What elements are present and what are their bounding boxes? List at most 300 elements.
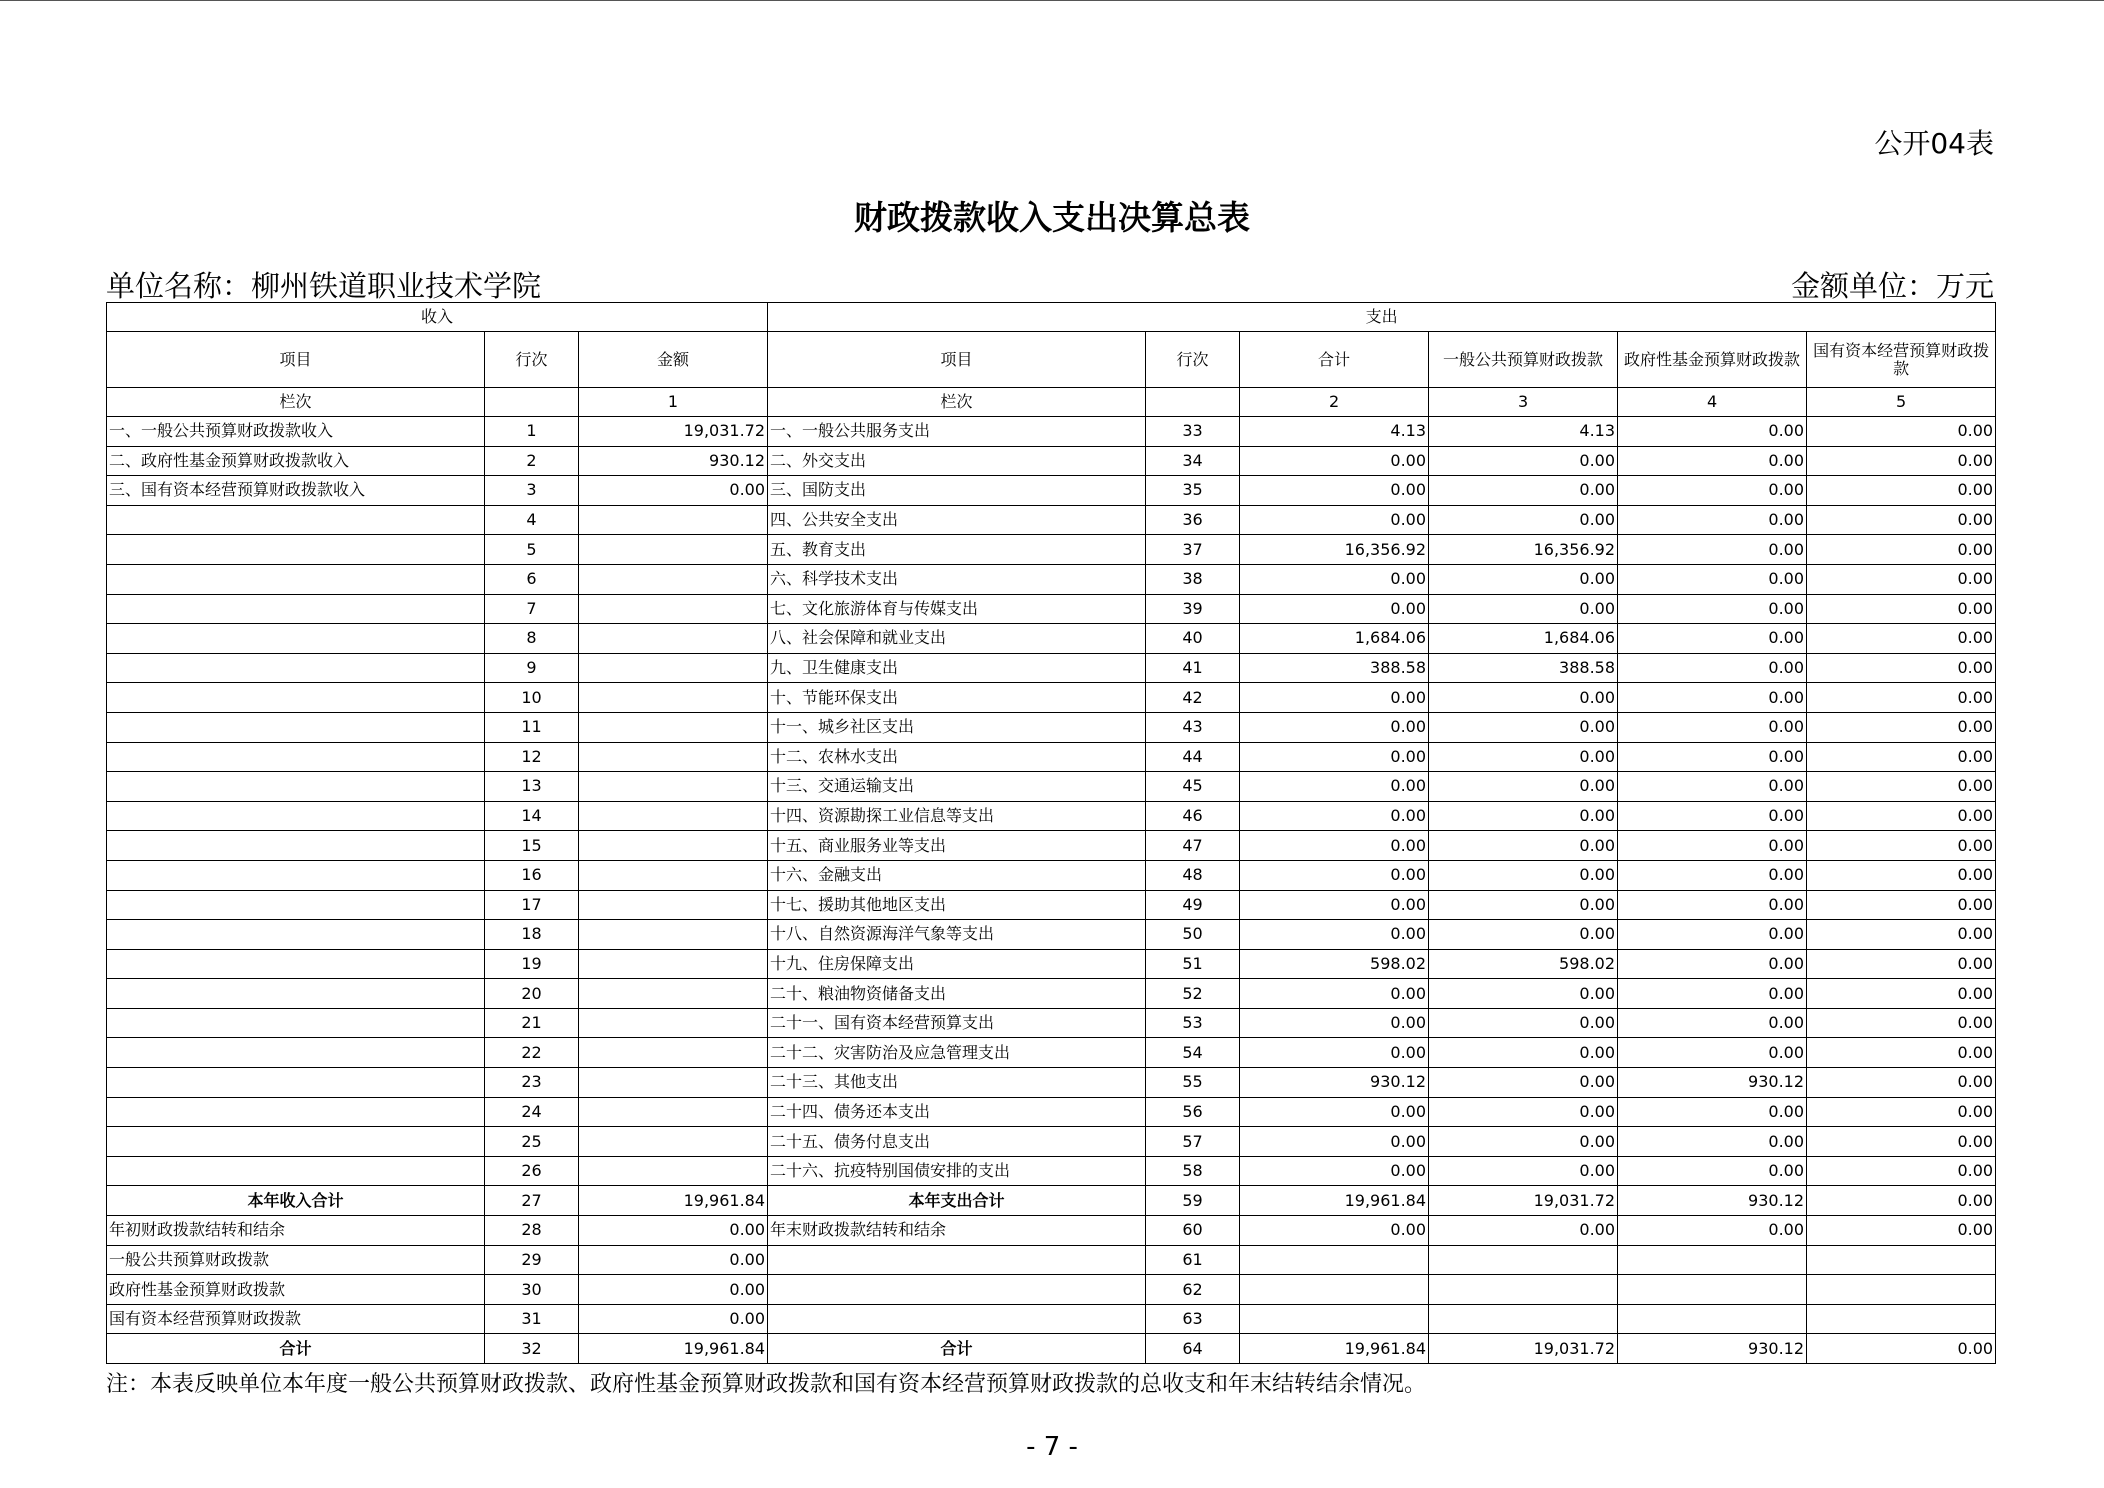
expense-row-no-cell: 62 [1146, 1275, 1240, 1305]
total-cell: 0.00 [1240, 476, 1429, 506]
state-capital-cell: 0.00 [1807, 624, 1996, 654]
income-amount-cell [579, 979, 768, 1009]
income-row-no-cell: 1 [485, 417, 579, 447]
total-cell: 16,356.92 [1240, 535, 1429, 565]
table-row [107, 594, 1996, 624]
general-budget-cell: 0.00 [1429, 505, 1618, 535]
col-header-income-item: 项目 [107, 332, 485, 388]
expense-item-cell: 十八、自然资源海洋气象等支出 [768, 920, 1146, 950]
total-cell: 0.00 [1240, 742, 1429, 772]
table-row [107, 920, 1996, 950]
expense-item-cell: 十二、农林水支出 [768, 742, 1146, 772]
state-capital-cell [1807, 1304, 1996, 1334]
general-budget-cell [1429, 1275, 1618, 1305]
expense-item-cell [768, 1245, 1146, 1275]
table-row [107, 476, 1996, 506]
table-row [107, 1038, 1996, 1068]
income-amount-cell: 19,961.84 [579, 1334, 768, 1364]
gov-fund-cell [1618, 1245, 1807, 1275]
column-header-row [107, 332, 1996, 388]
income-amount-cell: 0.00 [579, 1275, 768, 1305]
expense-row-no-cell: 52 [1146, 979, 1240, 1009]
income-item-cell [107, 1127, 485, 1157]
expense-row-no-cell: 59 [1146, 1186, 1240, 1216]
expense-row-no-cell: 39 [1146, 594, 1240, 624]
total-cell: 0.00 [1240, 564, 1429, 594]
report-body [107, 417, 1996, 1364]
total-cell: 0.00 [1240, 594, 1429, 624]
table-row [107, 564, 1996, 594]
state-capital-cell: 0.00 [1807, 535, 1996, 565]
general-budget-cell: 1,684.06 [1429, 624, 1618, 654]
expense-item-cell: 十、节能环保支出 [768, 683, 1146, 713]
general-budget-cell: 0.00 [1429, 476, 1618, 506]
footnote: 注：本表反映单位本年度一般公共预算财政拨款、政府性基金预算财政拨款和国有资本经营预算财政拨款的总收支和年末结转结余情况。 [106, 1372, 1427, 1397]
income-row-no-cell: 9 [485, 653, 579, 683]
expense-item-cell: 十一、城乡社区支出 [768, 712, 1146, 742]
income-row-no-cell: 19 [485, 949, 579, 979]
income-amount-cell [579, 505, 768, 535]
expense-row-no-cell: 48 [1146, 860, 1240, 890]
income-row-no-cell: 11 [485, 712, 579, 742]
income-item-cell [107, 535, 485, 565]
state-capital-cell: 0.00 [1807, 801, 1996, 831]
expense-row-no-cell: 53 [1146, 1008, 1240, 1038]
income-item-cell [107, 653, 485, 683]
income-row-no-cell: 2 [485, 446, 579, 476]
expense-row-no-cell: 42 [1146, 683, 1240, 713]
page-title: 财政拨款收入支出决算总表 [854, 198, 1250, 237]
general-budget-cell: 0.00 [1429, 742, 1618, 772]
general-budget-cell: 4.13 [1429, 417, 1618, 447]
total-cell: 0.00 [1240, 1008, 1429, 1038]
expense-row-no-cell: 51 [1146, 949, 1240, 979]
expense-item-cell: 二十四、债务还本支出 [768, 1097, 1146, 1127]
expense-item-cell: 二十二、灾害防治及应急管理支出 [768, 1038, 1146, 1068]
table-row [107, 683, 1996, 713]
state-capital-cell: 0.00 [1807, 1008, 1996, 1038]
income-amount-cell: 0.00 [579, 1304, 768, 1334]
expense-item-cell: 七、文化旅游体育与传媒支出 [768, 594, 1146, 624]
income-amount-cell [579, 742, 768, 772]
income-amount-cell [579, 1038, 768, 1068]
income-item-cell [107, 979, 485, 1009]
table-row [107, 1068, 1996, 1098]
income-row-no-cell: 13 [485, 772, 579, 802]
gov-fund-cell [1618, 1275, 1807, 1305]
income-item-cell [107, 1097, 485, 1127]
table-row [107, 1127, 1996, 1157]
total-cell: 0.00 [1240, 1216, 1429, 1246]
top-border-line [0, 0, 2104, 1]
table-row [107, 624, 1996, 654]
income-item-cell [107, 1038, 485, 1068]
gov-fund-cell: 0.00 [1618, 1097, 1807, 1127]
expense-item-cell: 二十五、债务付息支出 [768, 1127, 1146, 1157]
general-budget-cell: 19,031.72 [1429, 1186, 1618, 1216]
state-capital-cell: 0.00 [1807, 979, 1996, 1009]
general-budget-cell: 0.00 [1429, 1068, 1618, 1098]
income-item-cell [107, 594, 485, 624]
expense-item-cell: 十四、资源勘探工业信息等支出 [768, 801, 1146, 831]
general-budget-cell: 0.00 [1429, 1038, 1618, 1068]
gov-fund-cell: 0.00 [1618, 801, 1807, 831]
income-amount-cell [579, 949, 768, 979]
total-cell: 19,961.84 [1240, 1334, 1429, 1364]
total-cell: 0.00 [1240, 979, 1429, 1009]
gov-fund-cell: 0.00 [1618, 772, 1807, 802]
general-budget-cell: 0.00 [1429, 979, 1618, 1009]
total-cell: 0.00 [1240, 1038, 1429, 1068]
table-row [107, 801, 1996, 831]
income-amount-cell [579, 1008, 768, 1038]
income-item-cell [107, 683, 485, 713]
amount-unit: 金额单位：万元 [1790, 269, 1994, 303]
expense-row-no-cell: 49 [1146, 890, 1240, 920]
expense-row-no-cell: 34 [1146, 446, 1240, 476]
income-amount-cell: 0.00 [579, 1245, 768, 1275]
income-amount-cell [579, 594, 768, 624]
section-header-row [107, 303, 1996, 332]
income-item-cell [107, 801, 485, 831]
expense-item-cell: 二、外交支出 [768, 446, 1146, 476]
unit-name: 单位名称：柳州铁道职业技术学院 [106, 269, 542, 303]
income-row-no-cell: 27 [485, 1186, 579, 1216]
income-item-cell: 一、一般公共预算财政拨款收入 [107, 417, 485, 447]
expense-item-cell: 六、科学技术支出 [768, 564, 1146, 594]
income-amount-cell [579, 1068, 768, 1098]
income-item-cell: 三、国有资本经营预算财政拨款收入 [107, 476, 485, 506]
state-capital-cell: 0.00 [1807, 890, 1996, 920]
total-cell: 4.13 [1240, 417, 1429, 447]
income-amount-cell: 0.00 [579, 476, 768, 506]
col-header-gov-fund: 政府性基金预算财政拨款 [1618, 332, 1807, 388]
state-capital-cell: 0.00 [1807, 505, 1996, 535]
expense-row-no-cell: 58 [1146, 1156, 1240, 1186]
gov-fund-cell: 0.00 [1618, 535, 1807, 565]
table-row [107, 1275, 1996, 1305]
general-budget-cell: 0.00 [1429, 683, 1618, 713]
income-amount-cell [579, 920, 768, 950]
income-item-cell [107, 1008, 485, 1038]
general-budget-cell: 0.00 [1429, 1008, 1618, 1038]
income-amount-cell [579, 564, 768, 594]
total-cell [1240, 1304, 1429, 1334]
state-capital-cell: 0.00 [1807, 742, 1996, 772]
gov-fund-cell: 0.00 [1618, 564, 1807, 594]
income-row-no-cell: 4 [485, 505, 579, 535]
income-row-no-cell: 7 [485, 594, 579, 624]
expense-item-cell: 本年支出合计 [768, 1186, 1146, 1216]
general-budget-cell: 0.00 [1429, 1097, 1618, 1127]
table-row [107, 772, 1996, 802]
expense-row-no-cell: 50 [1146, 920, 1240, 950]
income-row-no-cell: 24 [485, 1097, 579, 1127]
gov-fund-cell: 0.00 [1618, 920, 1807, 950]
gov-fund-cell: 0.00 [1618, 417, 1807, 447]
gov-fund-cell: 0.00 [1618, 683, 1807, 713]
state-capital-cell: 0.00 [1807, 772, 1996, 802]
col-index-1: 1 [579, 388, 768, 417]
general-budget-cell: 388.58 [1429, 653, 1618, 683]
expense-row-no-cell: 37 [1146, 535, 1240, 565]
total-cell: 0.00 [1240, 1097, 1429, 1127]
general-budget-cell [1429, 1245, 1618, 1275]
state-capital-cell: 0.00 [1807, 712, 1996, 742]
col-index-empty [1146, 388, 1240, 417]
table-row [107, 535, 1996, 565]
expense-item-cell: 二十、粮油物资储备支出 [768, 979, 1146, 1009]
table-row [107, 949, 1996, 979]
state-capital-cell: 0.00 [1807, 1038, 1996, 1068]
gov-fund-cell: 0.00 [1618, 742, 1807, 772]
state-capital-cell: 0.00 [1807, 1334, 1996, 1364]
income-item-cell [107, 772, 485, 802]
total-cell: 598.02 [1240, 949, 1429, 979]
form-code: 公开04表 [1874, 127, 1994, 160]
income-item-cell: 一般公共预算财政拨款 [107, 1245, 485, 1275]
income-row-no-cell: 14 [485, 801, 579, 831]
income-item-cell [107, 505, 485, 535]
income-item-cell [107, 949, 485, 979]
income-item-cell [107, 1156, 485, 1186]
total-cell [1240, 1275, 1429, 1305]
expense-item-cell: 十七、援助其他地区支出 [768, 890, 1146, 920]
general-budget-cell: 0.00 [1429, 801, 1618, 831]
table-row [107, 742, 1996, 772]
income-item-cell [107, 712, 485, 742]
income-section-header: 收入 [107, 303, 768, 332]
table-row [107, 979, 1996, 1009]
state-capital-cell: 0.00 [1807, 476, 1996, 506]
income-row-no-cell: 23 [485, 1068, 579, 1098]
general-budget-cell [1429, 1304, 1618, 1334]
income-row-no-cell: 30 [485, 1275, 579, 1305]
income-amount-cell: 0.00 [579, 1216, 768, 1246]
gov-fund-cell: 0.00 [1618, 712, 1807, 742]
gov-fund-cell: 0.00 [1618, 653, 1807, 683]
income-row-no-cell: 32 [485, 1334, 579, 1364]
income-row-no-cell: 10 [485, 683, 579, 713]
state-capital-cell: 0.00 [1807, 860, 1996, 890]
income-item-cell: 国有资本经营预算财政拨款 [107, 1304, 485, 1334]
general-budget-cell: 0.00 [1429, 1127, 1618, 1157]
expense-item-cell: 十六、金融支出 [768, 860, 1146, 890]
total-cell: 0.00 [1240, 801, 1429, 831]
gov-fund-cell: 0.00 [1618, 1038, 1807, 1068]
expense-row-no-cell: 35 [1146, 476, 1240, 506]
income-item-cell [107, 890, 485, 920]
general-budget-cell: 0.00 [1429, 1156, 1618, 1186]
income-row-no-cell: 22 [485, 1038, 579, 1068]
expense-item-cell: 三、国防支出 [768, 476, 1146, 506]
state-capital-cell: 0.00 [1807, 653, 1996, 683]
expense-row-no-cell: 64 [1146, 1334, 1240, 1364]
expense-row-no-cell: 61 [1146, 1245, 1240, 1275]
expense-item-cell: 二十三、其他支出 [768, 1068, 1146, 1098]
expense-row-no-cell: 56 [1146, 1097, 1240, 1127]
gov-fund-cell [1618, 1304, 1807, 1334]
table-row [107, 860, 1996, 890]
table-row [107, 1304, 1996, 1334]
income-item-cell [107, 1068, 485, 1098]
total-cell: 0.00 [1240, 712, 1429, 742]
table-row [107, 1334, 1996, 1364]
general-budget-cell: 0.00 [1429, 890, 1618, 920]
income-row-no-cell: 6 [485, 564, 579, 594]
income-row-no-cell: 5 [485, 535, 579, 565]
expense-item-cell [768, 1275, 1146, 1305]
state-capital-cell [1807, 1245, 1996, 1275]
total-cell: 0.00 [1240, 446, 1429, 476]
table-row [107, 831, 1996, 861]
expense-row-no-cell: 46 [1146, 801, 1240, 831]
state-capital-cell: 0.00 [1807, 920, 1996, 950]
expense-item-cell: 十九、住房保障支出 [768, 949, 1146, 979]
table-row [107, 1245, 1996, 1275]
state-capital-cell: 0.00 [1807, 1068, 1996, 1098]
general-budget-cell: 0.00 [1429, 831, 1618, 861]
income-amount-cell [579, 624, 768, 654]
expense-row-no-cell: 40 [1146, 624, 1240, 654]
total-cell: 0.00 [1240, 920, 1429, 950]
total-cell: 0.00 [1240, 1127, 1429, 1157]
income-row-no-cell: 3 [485, 476, 579, 506]
total-cell: 0.00 [1240, 890, 1429, 920]
table-row [107, 890, 1996, 920]
state-capital-cell: 0.00 [1807, 1127, 1996, 1157]
total-cell [1240, 1245, 1429, 1275]
general-budget-cell: 598.02 [1429, 949, 1618, 979]
expense-row-no-cell: 57 [1146, 1127, 1240, 1157]
income-amount-cell: 930.12 [579, 446, 768, 476]
general-budget-cell: 19,031.72 [1429, 1334, 1618, 1364]
general-budget-cell: 0.00 [1429, 712, 1618, 742]
income-row-no-cell: 15 [485, 831, 579, 861]
general-budget-cell: 0.00 [1429, 594, 1618, 624]
general-budget-cell: 0.00 [1429, 446, 1618, 476]
col-index-4: 4 [1618, 388, 1807, 417]
income-row-no-cell: 17 [485, 890, 579, 920]
income-item-cell [107, 742, 485, 772]
expense-item-cell: 合计 [768, 1334, 1146, 1364]
expense-section-header: 支出 [768, 303, 1996, 332]
state-capital-cell: 0.00 [1807, 683, 1996, 713]
income-row-no-cell: 21 [485, 1008, 579, 1038]
table-row [107, 446, 1996, 476]
gov-fund-cell: 0.00 [1618, 890, 1807, 920]
expense-item-cell: 年末财政拨款结转和结余 [768, 1216, 1146, 1246]
expense-item-cell: 五、教育支出 [768, 535, 1146, 565]
col-header-expense-row-no: 行次 [1146, 332, 1240, 388]
col-header-income-amount: 金额 [579, 332, 768, 388]
col-index-label: 栏次 [768, 388, 1146, 417]
col-index-2: 2 [1240, 388, 1429, 417]
gov-fund-cell: 0.00 [1618, 1216, 1807, 1246]
table-row [107, 417, 1996, 447]
income-amount-cell [579, 683, 768, 713]
income-amount-cell [579, 890, 768, 920]
income-amount-cell [579, 860, 768, 890]
table-row [107, 1008, 1996, 1038]
income-amount-cell [579, 801, 768, 831]
total-cell: 0.00 [1240, 683, 1429, 713]
expense-item-cell: 八、社会保障和就业支出 [768, 624, 1146, 654]
col-header-total: 合计 [1240, 332, 1429, 388]
general-budget-cell: 16,356.92 [1429, 535, 1618, 565]
expense-row-no-cell: 36 [1146, 505, 1240, 535]
expense-item-cell: 一、一般公共服务支出 [768, 417, 1146, 447]
income-item-cell: 政府性基金预算财政拨款 [107, 1275, 485, 1305]
income-row-no-cell: 8 [485, 624, 579, 654]
income-row-no-cell: 16 [485, 860, 579, 890]
expense-row-no-cell: 60 [1146, 1216, 1240, 1246]
col-header-general-budget: 一般公共预算财政拨款 [1429, 332, 1618, 388]
general-budget-cell: 0.00 [1429, 772, 1618, 802]
gov-fund-cell: 0.00 [1618, 1008, 1807, 1038]
income-row-no-cell: 18 [485, 920, 579, 950]
income-amount-cell [579, 1156, 768, 1186]
income-item-cell [107, 831, 485, 861]
income-row-no-cell: 31 [485, 1304, 579, 1334]
total-cell: 1,684.06 [1240, 624, 1429, 654]
gov-fund-cell: 0.00 [1618, 505, 1807, 535]
expense-row-no-cell: 33 [1146, 417, 1240, 447]
col-index-3: 3 [1429, 388, 1618, 417]
income-item-cell [107, 860, 485, 890]
income-row-no-cell: 25 [485, 1127, 579, 1157]
expense-item-cell: 十五、商业服务业等支出 [768, 831, 1146, 861]
income-row-no-cell: 12 [485, 742, 579, 772]
income-item-cell: 本年收入合计 [107, 1186, 485, 1216]
col-header-state-capital: 国有资本经营预算财政拨款 [1807, 332, 1996, 388]
state-capital-cell: 0.00 [1807, 594, 1996, 624]
income-amount-cell [579, 535, 768, 565]
expense-item-cell: 十三、交通运输支出 [768, 772, 1146, 802]
page-number: - 7 - [1026, 1432, 1078, 1462]
income-item-cell: 合计 [107, 1334, 485, 1364]
general-budget-cell: 0.00 [1429, 920, 1618, 950]
state-capital-cell: 0.00 [1807, 564, 1996, 594]
income-amount-cell [579, 653, 768, 683]
state-capital-cell: 0.00 [1807, 949, 1996, 979]
income-amount-cell [579, 1127, 768, 1157]
total-cell: 0.00 [1240, 772, 1429, 802]
expense-row-no-cell: 54 [1146, 1038, 1240, 1068]
state-capital-cell: 0.00 [1807, 1156, 1996, 1186]
total-cell: 0.00 [1240, 1156, 1429, 1186]
col-index-5: 5 [1807, 388, 1996, 417]
table-row [107, 1156, 1996, 1186]
state-capital-cell [1807, 1275, 1996, 1305]
table-row [107, 505, 1996, 535]
column-index-row [107, 388, 1996, 417]
income-item-cell: 二、政府性基金预算财政拨款收入 [107, 446, 485, 476]
gov-fund-cell: 0.00 [1618, 979, 1807, 1009]
table-row [107, 1097, 1996, 1127]
gov-fund-cell: 0.00 [1618, 831, 1807, 861]
gov-fund-cell: 0.00 [1618, 594, 1807, 624]
state-capital-cell: 0.00 [1807, 446, 1996, 476]
expense-row-no-cell: 38 [1146, 564, 1240, 594]
expense-row-no-cell: 47 [1146, 831, 1240, 861]
col-index-label: 栏次 [107, 388, 485, 417]
gov-fund-cell: 0.00 [1618, 476, 1807, 506]
table-row [107, 712, 1996, 742]
total-cell: 930.12 [1240, 1068, 1429, 1098]
col-index-empty [485, 388, 579, 417]
income-amount-cell [579, 772, 768, 802]
